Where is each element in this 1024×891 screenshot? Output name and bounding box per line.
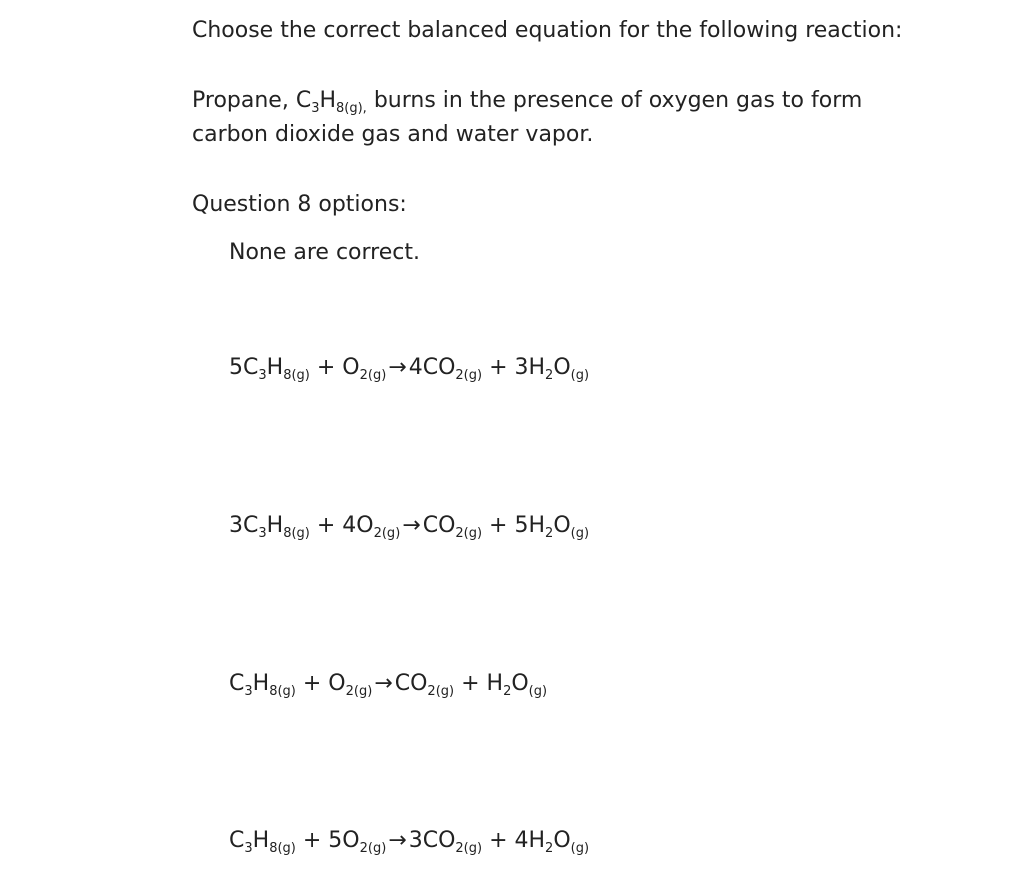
formula-c: C	[295, 88, 312, 113]
eq-sub: 2(g)	[359, 841, 387, 856]
eq-term: + O	[309, 355, 360, 380]
eq-sub: 3	[244, 684, 253, 699]
eq-sub: 2(g)	[455, 526, 483, 541]
reaction-arrow-icon: →	[374, 671, 393, 696]
eq-term: O	[553, 513, 571, 538]
eq-sub: 8(g)	[269, 841, 296, 856]
option-equation-3[interactable]	[229, 667, 547, 701]
eq-sub: 2	[503, 684, 512, 699]
eq-sub: 3	[244, 841, 253, 856]
equation	[229, 513, 590, 541]
eq-term: 5C	[229, 355, 259, 380]
eq-term: + 4H	[482, 828, 546, 853]
eq-sub: (g)	[570, 368, 590, 383]
options-label: Question 8 options:	[192, 192, 407, 217]
eq-sub: 8(g)	[269, 684, 296, 699]
eq-sub: 2(g)	[373, 526, 401, 541]
eq-term: H	[252, 828, 270, 853]
formula-sub-3: 3	[311, 101, 320, 116]
eq-sub: (g)	[570, 841, 590, 856]
question-body	[192, 84, 912, 152]
eq-term: CO	[422, 513, 456, 538]
eq-sub: 3	[258, 526, 267, 541]
eq-sub: 2(g)	[427, 684, 455, 699]
reaction-arrow-icon: →	[402, 513, 421, 538]
option-text: None are correct.	[229, 240, 420, 265]
eq-term: + O	[295, 671, 346, 696]
eq-term: 3CO	[408, 828, 456, 853]
eq-term: + H	[454, 671, 504, 696]
question-body-post: burns in the presence of oxygen gas to form carbon dioxide gas and water vapor.	[192, 88, 863, 147]
reaction-arrow-icon: →	[388, 355, 407, 380]
option-equation-1[interactable]	[229, 351, 589, 385]
reaction-arrow-icon: →	[388, 828, 407, 853]
eq-sub: 8(g)	[283, 526, 310, 541]
equation	[229, 355, 590, 383]
eq-term: H	[252, 671, 270, 696]
eq-term: + 5H	[482, 513, 546, 538]
option-equation-4[interactable]	[229, 824, 589, 858]
eq-term: O	[553, 355, 571, 380]
question-body-pre: Propane,	[192, 88, 296, 113]
eq-term: H	[266, 513, 284, 538]
eq-sub: 3	[258, 368, 267, 383]
eq-sub: (g)	[570, 526, 590, 541]
eq-term: C	[229, 671, 245, 696]
eq-sub: 2(g)	[345, 684, 373, 699]
eq-term: O	[511, 671, 529, 696]
eq-term: H	[266, 355, 284, 380]
eq-term: + 5O	[295, 828, 360, 853]
eq-sub: 8(g)	[283, 368, 310, 383]
formula-sub-8g: 8(g),	[336, 101, 367, 116]
eq-sub: 2(g)	[455, 841, 483, 856]
eq-sub: (g)	[528, 684, 548, 699]
eq-sub: 2	[545, 526, 554, 541]
eq-term: C	[229, 828, 245, 853]
eq-term: 3C	[229, 513, 259, 538]
option-equation-2[interactable]	[229, 509, 589, 543]
eq-term: + 3H	[482, 355, 546, 380]
option-none-correct[interactable]	[229, 236, 420, 270]
eq-term: + 4O	[309, 513, 374, 538]
formula-h: H	[319, 88, 337, 113]
eq-sub: 2(g)	[359, 368, 387, 383]
eq-sub: 2	[545, 368, 554, 383]
equation	[229, 671, 548, 699]
eq-term: CO	[394, 671, 428, 696]
equation	[229, 828, 590, 856]
eq-term: 4CO	[408, 355, 456, 380]
eq-sub: 2(g)	[455, 368, 483, 383]
eq-sub: 2	[545, 841, 554, 856]
eq-term: O	[553, 828, 571, 853]
question-prompt: Choose the correct balanced equation for the following reaction:	[192, 18, 903, 43]
